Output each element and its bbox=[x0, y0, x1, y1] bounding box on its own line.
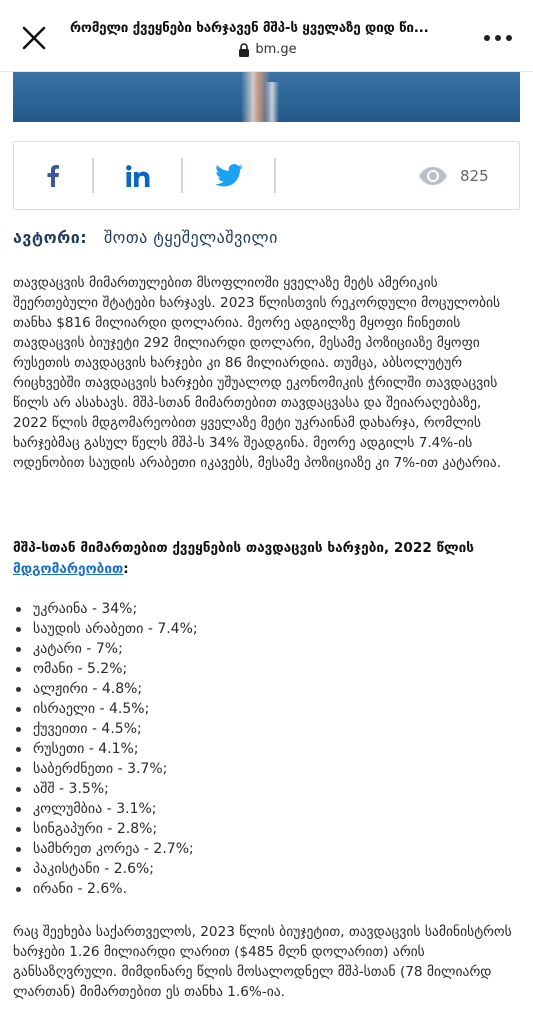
list-item-text: კოლუმბია - 3.1%; bbox=[33, 801, 157, 817]
domain-row bbox=[70, 42, 465, 57]
author-name[interactable]: შოთა ტყეშელაშვილი bbox=[103, 228, 278, 247]
list-item bbox=[13, 879, 520, 899]
list-item-text: რუსეთი - 4.1%; bbox=[33, 741, 139, 757]
bullet-icon bbox=[16, 707, 21, 712]
eye-icon bbox=[418, 166, 448, 186]
list-item-text: აშშ - 3.5%; bbox=[33, 781, 109, 797]
article-paragraph-2: რაც შეეხება საქართველოს, 2023 წლის ბიუჯეტით, თავდაცვის სამინისტროს ხარჯები 1.26 მილიარდი ლარით ($485 მლნ დოლარით) არის განსაზღვრული. მიმდინარე წლის მოსალოდნელ მშპ-სთან (78 მილიარდ ლართან) მიმართებით ეს თანხა 1.6%-ია. bbox=[13, 924, 512, 1000]
list-item-text: ირანი - 2.6%. bbox=[33, 881, 128, 897]
list-item-text: ქუვეითი - 4.5%; bbox=[33, 721, 142, 737]
author-label: ავტორი: bbox=[13, 228, 88, 247]
bullet-icon bbox=[16, 747, 21, 752]
title-block bbox=[70, 20, 465, 57]
list-item bbox=[13, 819, 520, 839]
top-bar bbox=[0, 0, 533, 72]
share-divider bbox=[274, 158, 276, 193]
bullet-icon bbox=[16, 607, 21, 612]
bullet-icon bbox=[16, 647, 21, 652]
list-item bbox=[13, 619, 520, 639]
close-button[interactable] bbox=[18, 22, 50, 54]
list-item bbox=[13, 599, 520, 619]
list-item-text: სამხრეთ კორეა - 2.7%; bbox=[33, 841, 194, 857]
list-item bbox=[13, 759, 520, 779]
list-item bbox=[13, 639, 520, 659]
list-item-text: საუდის არაბეთი - 7.4%; bbox=[33, 621, 198, 637]
list-item-text: კატარი - 7%; bbox=[33, 641, 123, 657]
list-heading bbox=[13, 538, 520, 580]
bullet-icon bbox=[16, 847, 21, 852]
list-item bbox=[13, 699, 520, 719]
linkedin-icon bbox=[126, 165, 150, 187]
list-item bbox=[13, 799, 520, 819]
list-item bbox=[13, 659, 520, 679]
list-heading-colon: : bbox=[123, 561, 129, 577]
list-item bbox=[13, 739, 520, 759]
author-line bbox=[13, 228, 278, 247]
bullet-icon bbox=[16, 787, 21, 792]
list-item-text: უკრაინა - 34%; bbox=[33, 601, 138, 617]
close-icon bbox=[21, 25, 47, 51]
twitter-share-button[interactable] bbox=[183, 142, 275, 209]
views-count: 825 bbox=[460, 166, 489, 185]
list-item bbox=[13, 779, 520, 799]
more-dots-icon bbox=[483, 34, 513, 42]
views-counter bbox=[418, 142, 489, 209]
bullet-icon bbox=[16, 867, 21, 872]
linkedin-share-button[interactable] bbox=[94, 142, 182, 209]
list-item-text: ომანი - 5.2%; bbox=[33, 661, 128, 677]
list-item-text: პაკისტანი - 2.6%; bbox=[33, 861, 154, 877]
bullet-icon bbox=[16, 627, 21, 632]
facebook-icon bbox=[46, 165, 60, 187]
share-bar bbox=[13, 141, 520, 210]
defense-spending-list bbox=[13, 599, 520, 899]
list-item-text: სინგაპური - 2.8%; bbox=[33, 821, 158, 837]
facebook-share-button[interactable] bbox=[14, 142, 92, 209]
list-item-text: საბერძნეთი - 3.7%; bbox=[33, 761, 168, 777]
list-item bbox=[13, 859, 520, 879]
bullet-icon bbox=[16, 727, 21, 732]
site-domain: bm.ge bbox=[255, 42, 297, 57]
bullet-icon bbox=[16, 807, 21, 812]
hero-streak-secondary bbox=[265, 82, 279, 122]
bullet-icon bbox=[16, 667, 21, 672]
bullet-icon bbox=[16, 827, 21, 832]
bullet-icon bbox=[16, 767, 21, 772]
list-heading-link[interactable]: მდგომარეობით bbox=[13, 561, 124, 577]
list-heading-text: მშპ-სთან მიმართებით ქვეყნების თავდაცვის ხარჯები, 2022 წლის bbox=[13, 540, 475, 556]
page-title: რომელი ქვეყნები ხარჯავენ მშპ-ს ყველაზე დიდ წი... bbox=[70, 20, 429, 36]
more-options-button[interactable] bbox=[478, 24, 518, 52]
lock-icon bbox=[238, 43, 250, 57]
list-item bbox=[13, 839, 520, 859]
bullet-icon bbox=[16, 887, 21, 892]
hero-image bbox=[13, 72, 520, 122]
list-item bbox=[13, 679, 520, 699]
article-paragraph-1: თავდაცვის მიმართულებით მსოფლიოში ყველაზე მეტს ამერიკის შეერთებული შტატები ხარჯავს. 2023 წლისთვის რეკორდული მოცულობის თანხა $816 მილიარდი დოლარია. მეორე ადგილზე მყოფი ჩინეთის თავდაცვის ბიუჯეტი 292 მილიარდი დოლარი, მესამე პოზიციაზე მყოფი რუსეთის თავდაცვის ხარჯები კი 86 მილიარდია. თუმცა, აბსოლუტურ რიცხვებში თავდაცვის ხარჯები უშუალოდ ეკონომიკის ჭრილში თავდაცვის წილს არ ასახავს. მშპ-სთან მიმართებით თავდაცვასა და შეიარაღებაზე, 2022 წლის მდგომარეობით ყველაზე მეტი უკრაინამ დახარჯა, რომლის ხარჯებმაც გასულ წელს მშპ-ს 34% შეადგინა. მეორე ადგილს 7.4%-ის ოდენობით საუდის არაბეთი იკავებს, მესამე პოზიციაზე კი 7%-ით კატარია. bbox=[13, 275, 502, 471]
list-item bbox=[13, 719, 520, 739]
list-item-text: ალჟირი - 4.8%; bbox=[33, 681, 143, 697]
bullet-icon bbox=[16, 687, 21, 692]
twitter-icon bbox=[215, 164, 243, 187]
list-item-text: ისრაელი - 4.5%; bbox=[33, 701, 150, 717]
